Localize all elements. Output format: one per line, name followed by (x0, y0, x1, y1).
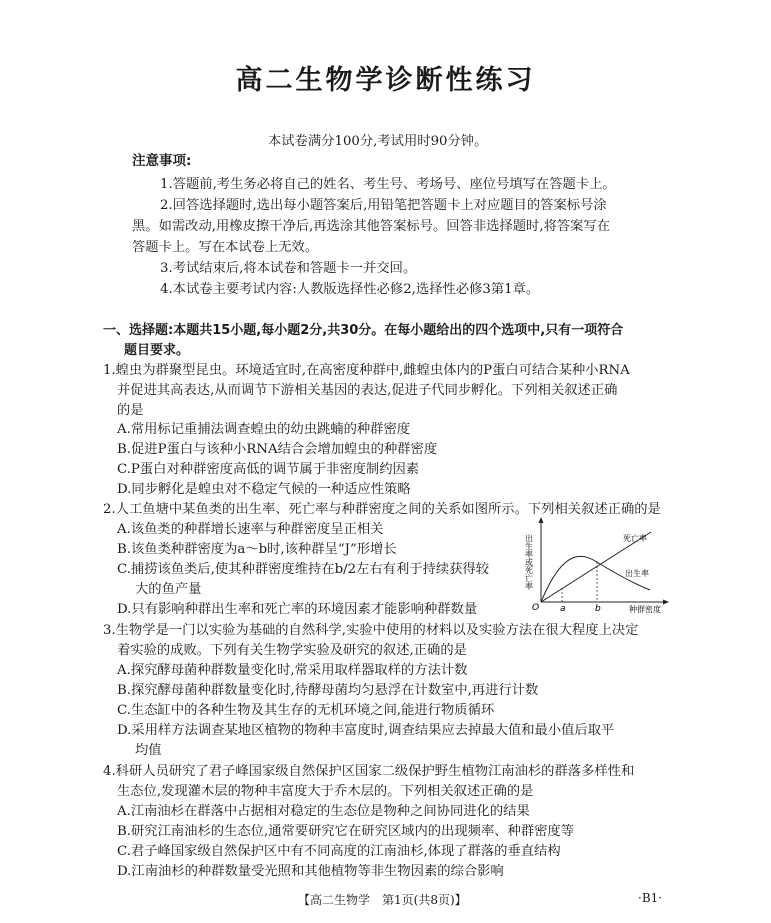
section-header: 一、选择题:本题共15小题,每小题2分,共30分。在每小题给出的四个选项中,只有一项符合 (103, 323, 624, 338)
notice-item: 2.回答选择题时,选出每小题答案后,用铅笔把答题卡上对应题目的答案标号涂 (160, 198, 607, 213)
q4-option-b: B.研究江南油杉的生态位,通常要研究它在研究区域内的出现频率、种群密度等 (117, 824, 575, 839)
y-axis-label: 出生率或死亡率 (525, 534, 534, 590)
notice-item: 4.本试卷主要考试内容:人教版选择性必修2,选择性必修3第1章。 (160, 282, 540, 297)
q1-option-c: C.P蛋白对种群密度高低的调节属于非密度制约因素 (117, 462, 420, 477)
q2-option-c: C.捕捞该鱼类后,使其种群密度维持在b/2左右有利于持续获得较 (117, 562, 490, 577)
x-axis-label: 种群密度 (629, 605, 661, 614)
y-axis-arrow (539, 517, 544, 523)
q2-option-d: D.只有影响种群出生率和死亡率的环境因素才能影响种群数量 (117, 602, 478, 617)
origin-label: O (532, 603, 540, 613)
death-rate-label: 死亡率 (623, 534, 647, 543)
q1-stem: 并促进其高表达,从而调节下游相关基因的表达,促进子代同步孵化。下列相关叙述正确 (117, 383, 618, 398)
notice-item: 1.答题前,考生务必将自己的姓名、考生号、考场号、座位号填写在答题卡上。 (160, 177, 616, 192)
notice-heading: 注意事项: (132, 153, 192, 169)
footer-page-info: 【高二生物学 第1页(共8页)】 (298, 893, 467, 907)
birth-rate-curve (541, 556, 650, 602)
q4-stem: 4.科研人员研究了君子峰国家级自然保护区国家二级保护野生植物江南油杉的群落多样性和 (103, 764, 635, 779)
q2-option-a: A.该鱼类的种群增长速率与种群密度呈正相关 (117, 522, 384, 537)
exam-info: 本试卷满分100分,考试用时90分钟。 (268, 134, 488, 149)
x-axis-arrow (663, 600, 669, 605)
birth-rate-label: 出生率 (625, 569, 649, 578)
q2-option-c-cont: 大的鱼产量 (135, 582, 202, 597)
q4-option-c: C.君子峰国家级自然保护区中有不同高度的江南油杉,体现了群落的垂直结构 (117, 844, 561, 859)
q3-option-d: D.采用样方法调查某地区植物的物种丰富度时,调查结果应去掉最大值和最小值后取平 (117, 723, 615, 738)
q2-figure (525, 514, 675, 616)
notice-item: 黑。如需改动,用橡皮擦干净后,再选涂其他答案标号。回答非选择题时,将答案写在 (132, 219, 611, 234)
q3-option-d-cont: 均值 (135, 743, 162, 758)
q4-stem: 生态位,发现灌木层的物种丰富度大于乔木层的。下列相关叙述正确的是 (117, 784, 534, 799)
q1-option-a: A.常用标记重捕法调查蝗虫的幼虫跳蝻的种群密度 (117, 422, 411, 437)
footer-code: ·B1· (638, 891, 663, 905)
page-title: 高二生物学诊断性练习 (235, 65, 536, 96)
q3-option-b: B.探究酵母菌种群数量变化时,待酵母菌均匀悬浮在计数室中,再进行计数 (117, 683, 539, 698)
q3-stem: 3.生物学是一门以实验为基础的自然科学,实验中使用的材料以及实验方法在很大程度上决定 (103, 623, 639, 638)
q2-option-b: B.该鱼类种群密度为a～b时,该种群呈“J”形增长 (117, 542, 397, 557)
q1-stem: 1.蝗虫为群聚型昆虫。环境适宜时,在高密度种群中,雌蝗虫体内的P蛋白可结合某种小RNA (103, 363, 630, 378)
q3-option-c: C.生态缸中的各种生物及其生存的无机环境之间,能进行物质循环 (117, 703, 495, 718)
notice-item: 答题卡上。写在本试卷上无效。 (132, 240, 319, 255)
notice-item: 3.考试结束后,将本试卷和答题卡一并交回。 (160, 261, 417, 276)
q4-option-d: D.江南油杉的种群数量受光照和其他植物等非生物因素的综合影响 (117, 864, 504, 879)
section-header-cont: 题目要求。 (124, 343, 190, 358)
q1-option-d: D.同步孵化是蝗虫对不稳定气候的一种适应性策略 (117, 482, 411, 497)
q3-stem: 着实验的成败。下列有关生物学实验及研究的叙述,正确的是 (117, 643, 467, 658)
tick-a-label: a (560, 604, 566, 614)
q3-option-a: A.探究酵母菌种群数量变化时,常采用取样器取样的方法计数 (117, 663, 468, 678)
q1-stem: 的是 (117, 403, 144, 418)
q2-stem: 2.人工鱼塘中某鱼类的出生率、死亡率与种群密度之间的关系如图所示。下列相关叙述正确的是 (103, 502, 661, 517)
q1-option-b: B.促进P蛋白与该种小RNA结合会增加蝗虫的种群密度 (117, 442, 438, 457)
q4-option-a: A.江南油杉在群落中占据相对稳定的生态位是物种之间协同进化的结果 (117, 804, 530, 819)
tick-b-label: b (595, 604, 601, 614)
